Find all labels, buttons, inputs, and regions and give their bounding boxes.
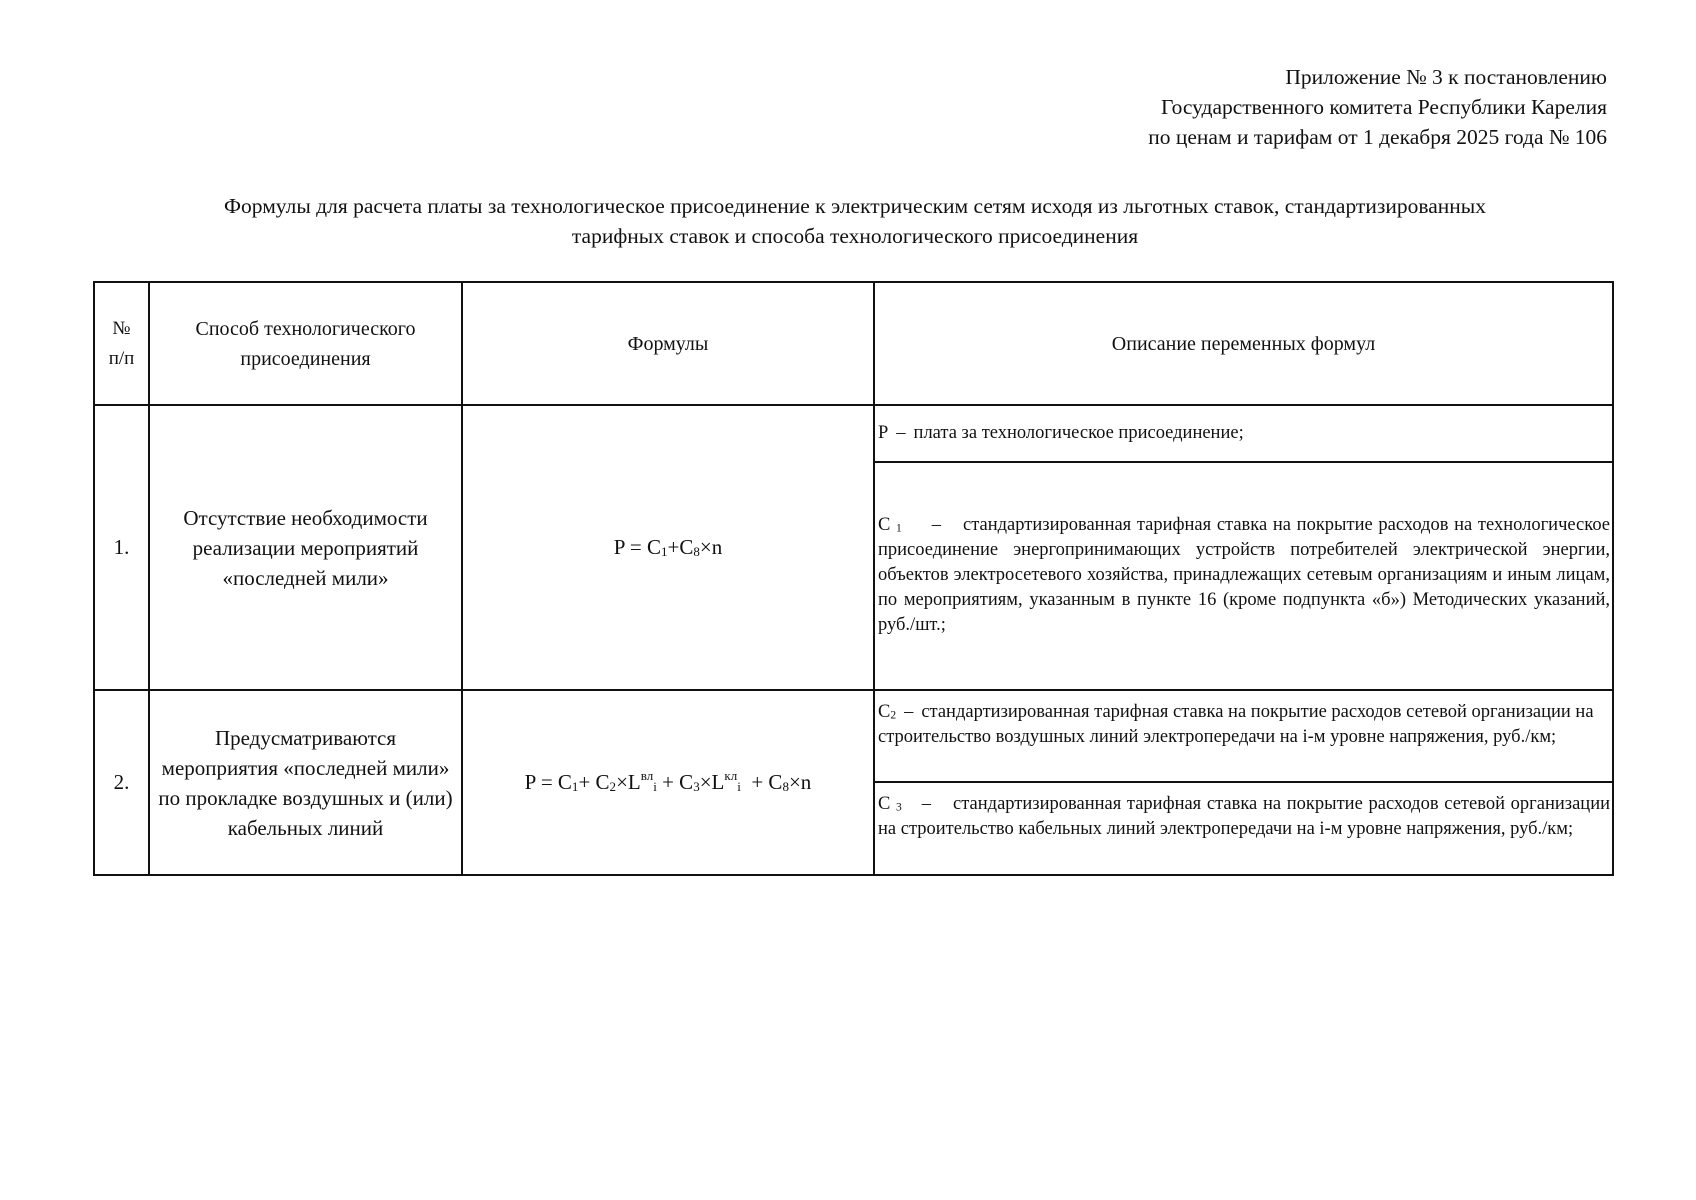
appendix-header: [1148, 62, 1607, 152]
appendix-line: Государственного комитета Республики Карелия: [1161, 95, 1607, 119]
row-descriptions: [874, 405, 1613, 690]
document-title: [120, 191, 1590, 251]
row-number: 2.: [94, 690, 149, 875]
header-num: № п/п: [94, 282, 149, 405]
variable-description: P – плата за технологическое присоединение;: [878, 423, 1244, 443]
row-number: 1.: [94, 405, 149, 690]
table-row: [94, 690, 1613, 875]
table-header-row: [94, 282, 1613, 405]
header-formulas: Формулы: [462, 282, 874, 405]
row-formula: $P = C_1+C_8\times n$: [462, 405, 874, 690]
title-line: тарифных ставок и способа технологического присоединения: [571, 224, 1139, 248]
header-method: Способ технологического присоединения: [149, 282, 462, 405]
formulas-table: [93, 281, 1614, 876]
header-description: Описание переменных формул: [874, 282, 1613, 405]
row-formula: $P = C_1+ C_2\times L^{вл}_i + C_3\times L^{кл}_i + C_8\times n$: [462, 690, 874, 875]
appendix-line: по ценам и тарифам от 1 декабря 2025 года № 106: [1148, 125, 1607, 149]
row-descriptions: [874, 690, 1613, 875]
appendix-line: Приложение № 3 к постановлению: [1285, 65, 1607, 89]
title-line: Формулы для расчета платы за технологическое присоединение к электрическим сетям исходя из льготных ставок, стандартизированных: [224, 194, 1486, 218]
row-method: Предусматриваются мероприятия «последней мили» по прокладке воздушных и (или) кабельных линий: [149, 690, 462, 875]
variable-description: C $_1$ – стандартизированная тарифная ставка на покрытие расходов на технологическое присоединение энергопринимающих устройств потребителей электрической энергии, объектов электросетевого хозяйства, принадлежащих сетевым организациям и иным лицам, по мероприятиям, указанным в пункте 16 (кроме подпункта «б») Методических указаний, руб./шт.;: [875, 461, 1612, 689]
table-row: [94, 405, 1613, 690]
row-method: Отсутствие необходимости реализации мероприятий «последней мили»: [149, 405, 462, 690]
variable-description: C $_3$ – стандартизированная тарифная ставка на покрытие расходов сетевой организации на строительство кабельных линий электропередачи на i-м уровне напряжения, руб./км;: [875, 781, 1612, 874]
variable-description: $C_2$ – стандартизированная тарифная ставка на покрытие расходов сетевой организации на строительство воздушных линий электропередачи на i-м уровне напряжения, руб./км;: [878, 702, 1594, 747]
